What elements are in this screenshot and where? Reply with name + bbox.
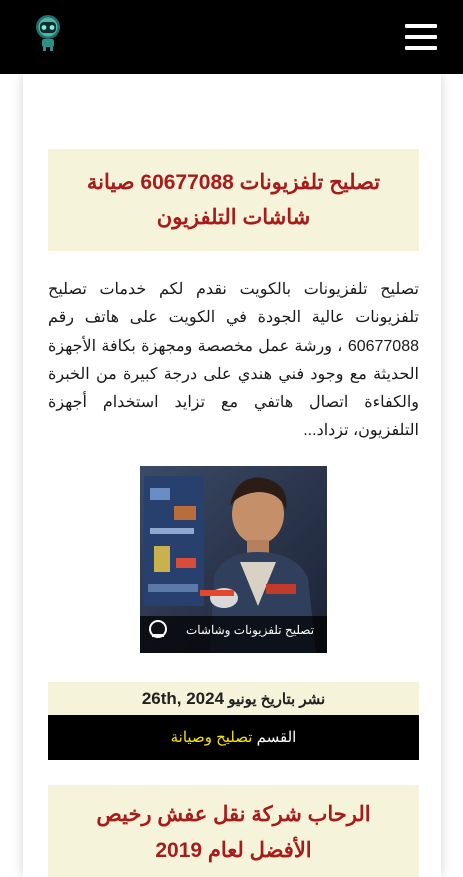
- date-prefix: نشر بتاريخ يونيو: [228, 691, 326, 708]
- date-value: 26th, 2024: [141, 689, 225, 708]
- post-date-bar: [48, 682, 419, 715]
- hamburger-menu-icon[interactable]: [405, 24, 439, 50]
- robot-logo-icon[interactable]: [30, 12, 66, 52]
- post-thumbnail-image[interactable]: [140, 466, 327, 653]
- post-title-link[interactable]: الرحاب شركة نقل عفش رخيص الأفضل لعام 2019: [96, 803, 371, 862]
- post-title-link[interactable]: تصليح تلفزيونات 60677088 صيانة شاشات التلفزيون: [86, 171, 381, 229]
- category-link[interactable]: تصليح وصيانة: [170, 729, 253, 746]
- thumbnail-caption: تصليح تلفزيونات وشاشات: [185, 623, 315, 637]
- post-title-box: [48, 149, 419, 251]
- post-category-bar: [48, 715, 419, 760]
- top-navigation-bar: [0, 0, 463, 74]
- post-excerpt: تصليح تلفزيونات بالكويت نقدم لكم خدمات تصليح تلفزيونات عالية الجودة في الكويت على هاتف رقم 60677088 ، ورشة عمل مخصصة ومجهزة بكافة الأجهزة الحديثة مع وجود فني هندي على درجة كبيرة من الخبرة والكفاءة اتصال هاتفي مع تزايد استخدام أجهزة التلفزيون، تزداد...: [48, 281, 419, 440]
- post-title-box: [48, 785, 419, 877]
- post-list-container: [23, 74, 441, 877]
- category-label: القسم: [256, 729, 297, 746]
